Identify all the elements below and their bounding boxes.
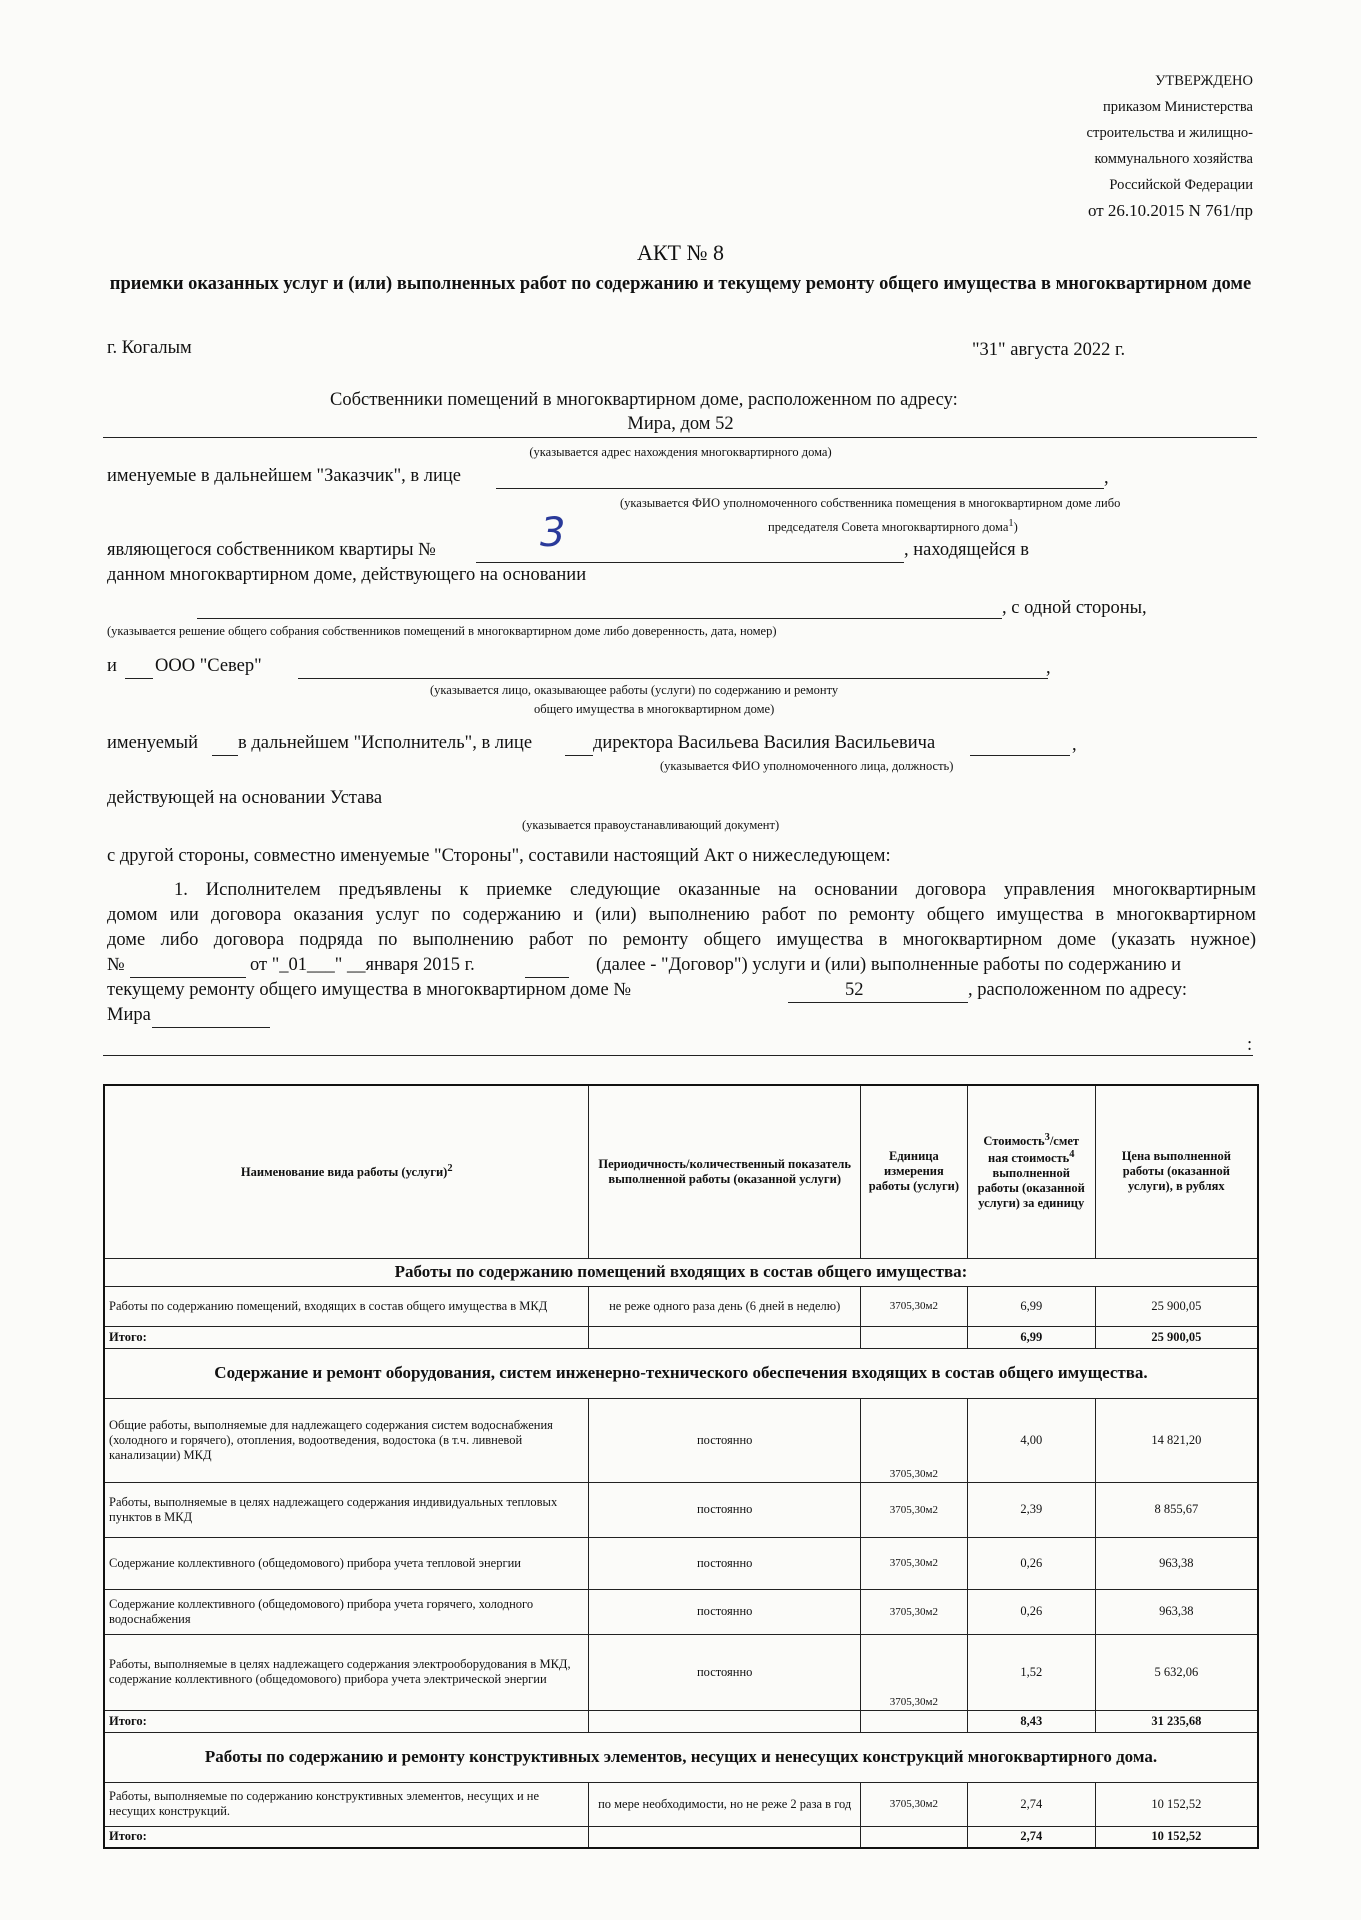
address-hint: (указывается адрес нахождения многоквартирного дома)	[529, 445, 832, 459]
comma: ,	[1072, 735, 1077, 755]
section-row	[104, 1258, 1258, 1286]
cell-cost: 0,26	[967, 1537, 1095, 1589]
total-cost: 8,43	[967, 1710, 1095, 1732]
located-in: , находящейся в	[904, 540, 1029, 560]
owner-apartment-line: являющегося собственником квартиры №	[107, 540, 436, 560]
empty-cell	[860, 1826, 967, 1848]
cell-name: Содержание коллективного (общедомового) прибора учета горячего, холодного водоснабжения	[104, 1589, 589, 1634]
cell-cost: 1,52	[967, 1634, 1095, 1710]
customer-hint-2-end: )	[1013, 520, 1018, 535]
cell-periodicity: постоянно	[589, 1537, 861, 1589]
approval-block	[953, 68, 1253, 224]
cell-price: 5 632,06	[1095, 1634, 1258, 1710]
header-cost-b: /смет ная стоимость	[988, 1134, 1080, 1166]
cell-price: 963,38	[1095, 1537, 1258, 1589]
executor-person: директора Васильева Василия Васильевича	[593, 733, 936, 753]
cell-unit: 3705,30м2	[860, 1782, 967, 1826]
comma: ,	[1046, 658, 1051, 678]
header-cost-c: выполненной работы (оказанной услуги) за единицу	[977, 1166, 1085, 1211]
cell-periodicity: постоянно	[589, 1634, 861, 1710]
header-price: Цена выполненной работы (оказанной услуги), в рублях	[1095, 1085, 1258, 1258]
cell-name: Работы по содержанию помещений, входящих в состав общего имущества в МКД	[104, 1286, 589, 1326]
house-number: 52	[845, 980, 864, 1000]
contractor-name: ООО "Север"	[155, 656, 262, 676]
city: г. Когалым	[107, 338, 192, 358]
header-periodicity: Периодичность/количественный показатель выполненной работы (оказанной услуги)	[589, 1085, 861, 1258]
fill-line	[565, 755, 593, 756]
fill-line	[476, 562, 904, 563]
executor-line-2: в дальнейшем "Исполнитель", в лице	[238, 733, 533, 753]
cell-name: Содержание коллективного (общедомового) прибора учета тепловой энергии	[104, 1537, 589, 1589]
cell-price: 10 152,52	[1095, 1782, 1258, 1826]
paragraph-number-sign: №	[107, 955, 125, 975]
header-name-text: Наименование вида работы (услуги)	[240, 1165, 448, 1180]
cell-name: Работы, выполняемые в целях надлежащего содержания электрооборудования в МКД, содержание коллективного (общедомового) прибора учета электрической энергии	[104, 1634, 589, 1710]
table-row	[104, 1537, 1258, 1589]
comma: ,	[1104, 468, 1109, 488]
paragraph-line: текущему ремонту общего имущества в многоквартирном доме №	[107, 980, 632, 1000]
cell-periodicity: не реже одного раза день (6 дней в неделю)	[589, 1286, 861, 1326]
works-table	[103, 1084, 1259, 1849]
fill-line	[298, 678, 1048, 679]
paragraph-line: 1. Исполнителем предъявлены к приемке следующие оказанные на основании договора управления многоквартирным	[174, 880, 1256, 900]
cell-price: 14 821,20	[1095, 1398, 1258, 1482]
charter-hint: (указывается правоустанавливающий документ)	[522, 818, 780, 832]
fill-line	[496, 488, 1104, 489]
empty-cell	[589, 1710, 861, 1732]
total-label: Итого:	[104, 1326, 589, 1348]
section-title: Работы по содержанию помещений входящих в состав общего имущества:	[104, 1258, 1258, 1286]
fill-line	[788, 1002, 968, 1003]
contract-date: от "_01___" __января 2015 г.	[250, 955, 475, 975]
footnote-mark: 4	[1069, 1149, 1075, 1161]
cell-name: Общие работы, выполняемые для надлежащего содержания систем водоснабжения (холодного и горячего), отопления, водоотведения, водостока (в т.ч. ливневой канализации) МКД	[104, 1398, 589, 1482]
total-row	[104, 1326, 1258, 1348]
fill-line	[125, 678, 153, 679]
approval-line: коммунального хозяйства	[1094, 151, 1253, 167]
apartment-number: 3	[540, 510, 566, 556]
customer-hint: (указывается ФИО уполномоченного собственника помещения в многоквартирном доме либо	[620, 496, 1121, 510]
section-title: Работы по содержанию и ремонту конструктивных элементов, несущих и ненесущих конструкций многоквартирного дома.	[104, 1732, 1258, 1782]
fill-line	[212, 755, 238, 756]
table-row	[104, 1634, 1258, 1710]
act-title: АКТ № 8	[637, 240, 724, 265]
cell-cost: 4,00	[967, 1398, 1095, 1482]
cell-periodicity: постоянно	[589, 1482, 861, 1537]
cell-price: 25 900,05	[1095, 1286, 1258, 1326]
total-row	[104, 1826, 1258, 1848]
header-cost-a: Стоимость	[983, 1134, 1045, 1149]
header-cost	[967, 1085, 1095, 1258]
total-cost: 6,99	[967, 1326, 1095, 1348]
approval-line: от 26.10.2015 N 761/пр	[1087, 201, 1253, 220]
acting-charter: действующей на основании Устава	[107, 788, 383, 808]
approval-line: строительства и жилищно-	[1086, 125, 1253, 141]
contractor-hint: (указывается лицо, оказывающее работы (услуги) по содержанию и ремонту	[430, 683, 839, 697]
cell-cost: 2,39	[967, 1482, 1095, 1537]
total-row	[104, 1710, 1258, 1732]
table-row	[104, 1482, 1258, 1537]
fill-line	[152, 1027, 270, 1028]
cell-name: Работы, выполняемые по содержанию конструктивных элементов, несущих и не несущих конструкций.	[104, 1782, 589, 1826]
footnote-mark: 3	[1044, 1132, 1050, 1144]
approval-line: приказом Министерства	[1103, 99, 1253, 115]
empty-cell	[860, 1326, 967, 1348]
section-row	[104, 1732, 1258, 1782]
section-title: Содержание и ремонт оборудования, систем инженерно-технического обеспечения входящих в состав общего имущества.	[104, 1348, 1258, 1398]
section-row	[104, 1348, 1258, 1398]
table-row	[104, 1589, 1258, 1634]
cell-unit: 3705,30м2	[860, 1286, 967, 1326]
cell-unit: 3705,30м2	[860, 1537, 967, 1589]
cell-cost: 2,74	[967, 1782, 1095, 1826]
divider	[103, 437, 1257, 438]
table-row	[104, 1398, 1258, 1482]
address-value: Мира, дом 52	[627, 414, 734, 434]
cell-unit: 3705,30м2	[860, 1634, 967, 1710]
cell-cost: 0,26	[967, 1589, 1095, 1634]
header-unit: Единица измерения работы (услуги)	[860, 1085, 967, 1258]
total-label: Итого:	[104, 1826, 589, 1848]
colon: :	[1247, 1035, 1253, 1055]
total-cost: 2,74	[967, 1826, 1095, 1848]
and-word: и	[107, 656, 117, 676]
total-price: 31 235,68	[1095, 1710, 1258, 1732]
paragraph-line: (далее - "Договор") услуги и (или) выполненные работы по содержанию и	[596, 955, 1182, 975]
executor-line-1: именуемый	[107, 733, 198, 753]
owners-line: Собственники помещений в многоквартирном доме, расположенном по адресу:	[330, 390, 958, 410]
paragraph-line: домом или договора оказания услуг по содержанию и (или) выполнению работ по ремонту общего имущества в многоквартирном	[107, 905, 1256, 925]
acting-basis: данном многоквартирном доме, действующего на основании	[107, 565, 587, 585]
cell-unit: 3705,30м2	[860, 1589, 967, 1634]
empty-cell	[589, 1326, 861, 1348]
cell-unit: 3705,30м2	[860, 1398, 967, 1482]
other-side: с другой стороны, совместно именуемые "Стороны", составили настоящий Акт о нижеследующем:	[107, 846, 891, 866]
fill-line	[103, 1055, 1253, 1056]
total-price: 25 900,05	[1095, 1326, 1258, 1348]
act-date: "31" августа 2022 г.	[972, 340, 1126, 360]
fill-line	[525, 977, 569, 978]
fill-line	[130, 977, 246, 978]
empty-cell	[589, 1826, 861, 1848]
customer-hint-2	[768, 518, 1018, 535]
cell-name: Работы, выполняемые в целях надлежащего содержания индивидуальных тепловых пунктов в МКД	[104, 1482, 589, 1537]
act-subtitle: приемки оказанных услуг и (или) выполненных работ по содержанию и текущему ремонту общего имущества в многоквартирном доме	[109, 274, 1252, 294]
table-row	[104, 1286, 1258, 1326]
footnote-mark: 1	[1008, 518, 1014, 529]
paragraph-line: , расположенном по адресу:	[968, 980, 1188, 1000]
street-name: Мира	[107, 1005, 151, 1025]
approval-line: УТВЕРЖДЕНО	[1155, 73, 1253, 89]
footnote-mark: 2	[447, 1163, 453, 1175]
cell-unit: 3705,30м2	[860, 1482, 967, 1537]
cell-price: 963,38	[1095, 1589, 1258, 1634]
empty-cell	[860, 1710, 967, 1732]
table-row	[104, 1782, 1258, 1826]
executor-hint: (указывается ФИО уполномоченного лица, должность)	[660, 759, 954, 773]
fill-line	[197, 618, 1002, 619]
customer-line: именуемые в дальнейшем "Заказчик", в лице	[107, 466, 462, 486]
table-header-row	[104, 1085, 1258, 1258]
cell-periodicity: по мере необходимости, но не реже 2 раза в год	[589, 1782, 861, 1826]
cell-price: 8 855,67	[1095, 1482, 1258, 1537]
cell-periodicity: постоянно	[589, 1398, 861, 1482]
header-name	[104, 1085, 589, 1258]
cell-cost: 6,99	[967, 1286, 1095, 1326]
basis-hint: (указывается решение общего собрания собственников помещений в многоквартирном доме либо доверенность, дата, номер)	[107, 624, 777, 638]
approval-line: Российской Федерации	[1109, 177, 1253, 193]
fill-line	[970, 755, 1070, 756]
customer-hint-2-text: председателя Совета многоквартирного дома	[768, 520, 1009, 535]
total-label: Итого:	[104, 1710, 589, 1732]
total-price: 10 152,52	[1095, 1826, 1258, 1848]
one-side: , с одной стороны,	[1002, 598, 1147, 618]
contractor-hint-2: общего имущества в многоквартирном доме)	[534, 702, 775, 716]
cell-periodicity: постоянно	[589, 1589, 861, 1634]
paragraph-line: доме либо договора подряда по выполнению работ по ремонту общего имущества в многоквартирном доме (указать нужное)	[107, 930, 1256, 950]
